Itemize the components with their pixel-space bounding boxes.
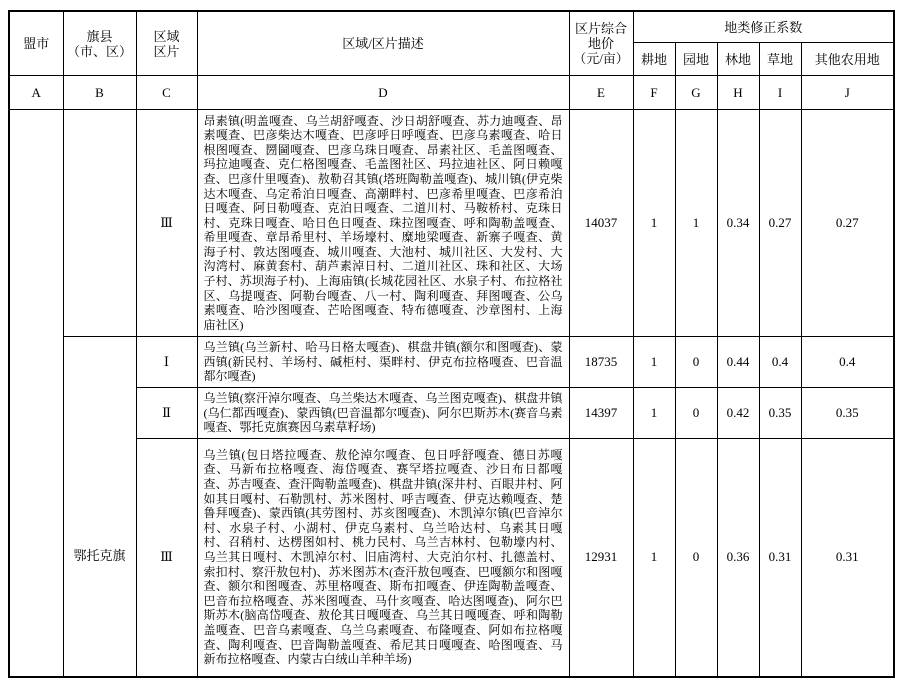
- col-letter-h: H: [717, 76, 759, 110]
- factor-garden: 0: [675, 388, 717, 439]
- col-letter-e: E: [569, 76, 633, 110]
- header-price-line3: （元/亩）: [573, 51, 629, 66]
- zone-description: 乌兰镇(包日塔拉嘎查、敖伦淖尔嘎查、包日呼舒嘎查、德日苏嘎查、马新布拉格嘎查、海岱嘎查、赛罕塔拉嘎查、沙日布日都嘎查、苏吉嘎查、查汗陶勒盖嘎查)、棋盘井镇(深井村、百眼井村、阿如其日嘎村、石勒凯村、苏米图村、呼吉嘎查、伊克达赖嘎查、楚鲁拜嘎查)、蒙西镇(其劳图村、苏亥图嘎查)、木凯淖尔镇(巴音淖尔村、水泉子村、小湖村、伊克乌素村、乌兰哈达村、乌素其日嘎村、召稍村、达楞图如村、桃力民村、乌兰吉林村、包勒壕内村、乌兰其日嘎村、木凯淖尔村、旧庙湾村、大克泊尔村、扎德盖村、索扣村、察汗敖包村)、苏米图苏木(查汗敖包嘎查、巴嘎额尔和图嘎查、额尔和图嘎查、苏里格嘎查、斯布扣嘎查、伊连陶勒盖嘎查、巴音布拉格嘎查、苏米图嘎查、马什亥嘎查、哈达图嘎查)、阿尔巴斯苏木(脑高岱嘎查、敖伦其日嘎嘎查、乌兰其日嘎嘎查、呼和陶勒盖嘎查、巴音乌素嘎查、乌兰乌素嘎查、布隆嘎查、阿如布拉格嘎查、陶利嘎查、巴音陶勒盖嘎查、希尼其日嘎嘎查、哈图嘎查、马新布拉格嘎查、内蒙古白绒山羊种羊场): [197, 439, 569, 677]
- header-price-line2: 地价: [587, 36, 614, 51]
- league-cell-empty: [9, 110, 63, 677]
- header-zone-line1: 区域: [153, 28, 180, 44]
- col-letter-d: D: [197, 76, 569, 110]
- col-letter-a: A: [9, 76, 63, 110]
- zone-cell: Ⅲ: [136, 439, 197, 677]
- land-price-table: [8, 10, 895, 678]
- land-price-table-wrapper: [8, 10, 895, 678]
- factor-cultivated: 1: [633, 337, 675, 388]
- factor-garden: 0: [675, 439, 717, 677]
- header-factor-cultivated: 耕地: [633, 43, 675, 76]
- factor-forest: 0.34: [717, 110, 759, 337]
- header-banner: [63, 11, 136, 76]
- price-value: 14037: [569, 110, 633, 337]
- table-row: [9, 388, 894, 439]
- table-row: [9, 337, 894, 388]
- zone-cell: Ⅲ: [136, 110, 197, 337]
- factor-garden: 1: [675, 110, 717, 337]
- banner-name-cell: 鄂托克旗: [63, 337, 136, 677]
- price-value: 18735: [569, 337, 633, 388]
- factor-cultivated: 1: [633, 388, 675, 439]
- header-price-line1: 区片综合: [574, 21, 627, 36]
- factor-other: 0.27: [801, 110, 894, 337]
- factor-forest: 0.42: [717, 388, 759, 439]
- factor-garden: 0: [675, 337, 717, 388]
- col-letter-c: C: [136, 76, 197, 110]
- header-factor-forest: 林地: [717, 43, 759, 76]
- table-row: [9, 439, 894, 677]
- zone-description: 乌兰镇(察汗淖尔嘎查、乌兰柴达木嘎查、乌兰图克嘎查)、棋盘井镇(乌仁都西嘎查)、蒙西镇(巴音温都尔嘎查)、阿尔巴斯苏木(赛音乌素嘎查、鄂托克旗赛因乌素草籽场): [197, 388, 569, 439]
- header-factor-grass: 草地: [759, 43, 801, 76]
- zone-description: 昂素镇(明盖嘎查、乌兰胡舒嘎查、沙日胡舒嘎查、苏力迪嘎查、昂素嘎查、巴彦柴达木嘎查、巴彦呼日呼嘎查、巴彦乌素嘎查、哈日根图嘎查、圐圙嘎查、巴彦乌珠日嘎查、昂素社区、毛盖图嘎查、玛拉迪嘎查、克仁格图嘎查、毛盖图社区、玛拉迪社区、阿日赖嘎查、巴彦什里嘎查)、敖勒召其镇(塔班陶勒盖嘎查)、城川镇(伊克柴达木嘎查、乌定希泊日嘎查、高潮畔村、巴彦希里嘎查、巴彦希泊日嘎查、阿日勒嘎查、克泊日嘎查、二道川村、马鞍桥村、克珠日村、克珠日嘎查、哈日色日嘎查、珠拉图嘎查、呼和陶勒盖嘎查、希里嘎查、章昂希里村、羊场壕村、糜地梁嘎查、新寨子嘎查、黄海子村、敦达图嘎查、城川嘎查、大池村、城川社区、大发村、大沟湾村、麻黄套村、葫芦素淖日村、二道川社区、珠和社区、大场子村、苏坝海子村)、上海庙镇(长城花园社区、水泉子村、布拉格社区、乌提嘎查、阿勒台嘎查、八一村、陶利嘎查、拜图嘎查、公乌素嘎查、哈沙图嘎查、芒哈图嘎查、特布德嘎查、沙章图村、上海庙社区): [197, 110, 569, 337]
- zone-cell: Ⅰ: [136, 337, 197, 388]
- factor-other: 0.4: [801, 337, 894, 388]
- factor-cultivated: 1: [633, 110, 675, 337]
- factor-grass: 0.31: [759, 439, 801, 677]
- col-letter-b: B: [63, 76, 136, 110]
- col-letter-j: J: [801, 76, 894, 110]
- zone-description: 乌兰镇(乌兰新村、哈马日格太嘎查)、棋盘井镇(额尔和图嘎查)、蒙西镇(新民村、羊场村、碱柜村、渠畔村、伊克布拉格嘎查、巴音温都尔嘎查): [197, 337, 569, 388]
- factor-other: 0.31: [801, 439, 894, 677]
- col-letter-f: F: [633, 76, 675, 110]
- header-factor-garden: 园地: [675, 43, 717, 76]
- factor-grass: 0.27: [759, 110, 801, 337]
- banner-cell-empty: [63, 110, 136, 337]
- col-letter-g: G: [675, 76, 717, 110]
- header-league: 盟市: [9, 11, 63, 76]
- factor-other: 0.35: [801, 388, 894, 439]
- header-zone-line2: 区片: [153, 43, 180, 59]
- header-banner-line2: （市、区）: [66, 43, 132, 59]
- factor-forest: 0.36: [717, 439, 759, 677]
- zone-cell: Ⅱ: [136, 388, 197, 439]
- header-zone: [136, 11, 197, 76]
- factor-grass: 0.35: [759, 388, 801, 439]
- header-factors-group: 地类修正系数: [633, 11, 894, 43]
- col-letter-i: I: [759, 76, 801, 110]
- header-desc: 区域/区片描述: [197, 11, 569, 76]
- factor-cultivated: 1: [633, 439, 675, 677]
- factor-grass: 0.4: [759, 337, 801, 388]
- price-value: 14397: [569, 388, 633, 439]
- header-factor-other: 其他农用地: [801, 43, 894, 76]
- table-row: [9, 110, 894, 337]
- factor-forest: 0.44: [717, 337, 759, 388]
- header-price: [569, 11, 633, 76]
- price-value: 12931: [569, 439, 633, 677]
- header-banner-line1: 旗县: [86, 28, 113, 44]
